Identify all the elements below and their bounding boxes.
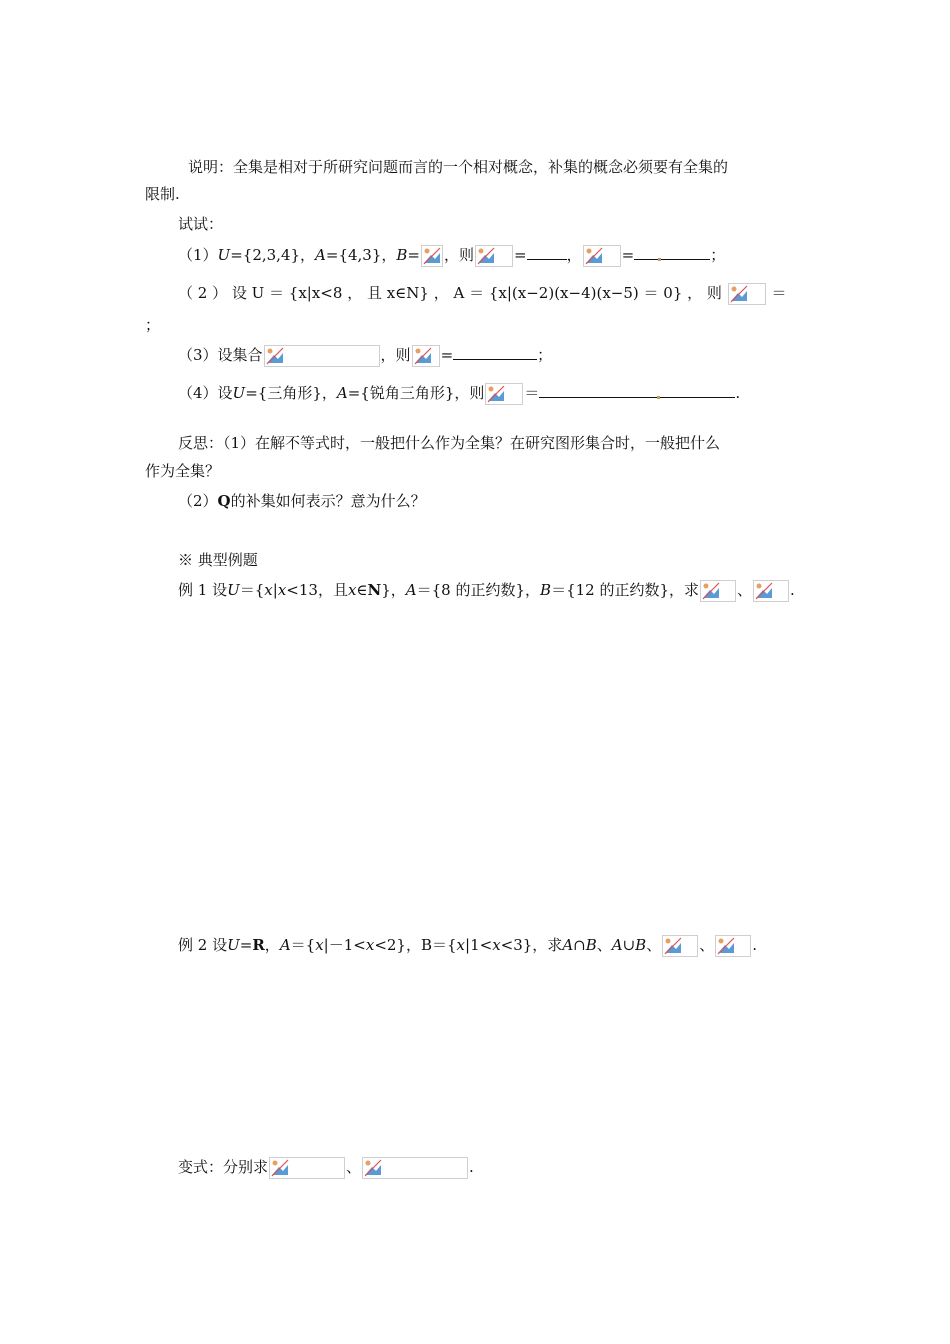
ex1-bar: | [272,581,278,599]
ex1-a: A [405,581,417,599]
q4-u: U [232,384,246,402]
variant-label: 变式：分别求 [178,1158,269,1176]
variant [178,1157,474,1179]
q3-then: ，则 [380,346,411,364]
ex1-end: . [790,581,795,599]
q1-a: A [315,246,326,264]
try-q1 [178,245,725,267]
ex2-sep2: 、 [646,936,662,954]
ex2-cond2: |1< [465,936,493,954]
q3-label: （3）设集合 [178,346,263,364]
q2-end: ； [145,316,161,334]
q1-eq3: = [621,246,635,264]
note-line-1: 说明：全集是相对于所研究问题而言的一个相对概念，补集的概念必须要有全集的 [188,158,729,176]
ex2-cond1: |－1< [323,936,366,954]
examples-heading: ※ 典型例题 [178,551,258,569]
reflect-line-2: 作为全集？ [145,462,221,480]
try-q3 [178,345,552,367]
example-2 [178,935,757,957]
try-heading: 试试： [178,215,224,233]
ex2-x4: x [492,936,501,954]
ex1-sep: 、 [737,581,753,599]
broken-image-icon [421,245,443,267]
broken-image-icon [700,580,736,602]
reflect-q2-label: （2） [178,492,218,510]
q4-label: （4）设 [178,384,233,402]
broken-image-icon [662,935,698,957]
ex2-b-open: <2}，B＝{ [374,936,457,954]
ex1-close: }， [381,581,406,599]
q1-eq2: = [514,246,527,264]
ex2-x2: x [365,936,375,954]
ex2-r: R [252,936,265,954]
note-line-2: 限制. [145,185,180,203]
ex1-u: U [227,581,240,599]
q1-u: U [217,246,231,264]
ex2-x3: x [456,936,466,954]
ex2-a-open: ＝{ [290,936,316,954]
broken-image-icon [362,1157,468,1179]
ex1-a-set: ＝{8 的正约数}， [416,581,541,599]
q2-text: （ 2 ） 设 U ＝ {x|x<8 ， 且 x∈N} ， A ＝ {x|(x−2)(x−4)(x−5) ＝ 0} ， 则 [178,284,722,302]
ex1-x: x [264,581,273,599]
q4-a-set: ={锐角三角形}，则 [347,384,485,402]
ex1-x2: x [277,581,287,599]
q1-then: ，则 [444,246,475,264]
q3-eq: = [440,346,454,364]
ex2-a: A [279,936,291,954]
ex1-n: N [367,581,382,599]
answer-blank[interactable] [527,245,567,260]
q4-eq: ＝ [524,384,540,402]
ex2-label: 例 2 设 [178,936,228,954]
broken-image-icon [728,283,766,305]
broken-image-icon [485,383,523,405]
ex2-end: . [752,936,758,954]
q1-comma: ， [566,246,582,264]
ex1-b-set: ＝{12 的正约数}，求 [551,581,700,599]
q1-b: B [396,246,408,264]
try-q4 [178,383,740,405]
ex1-in: ∈ [356,581,368,599]
ex1-label: 例 1 设 [178,581,228,599]
ex2-x: x [315,936,324,954]
q1-end: ； [710,246,726,264]
q4-u-set: ={三角形}， [245,384,337,402]
ex1-x3: x [347,581,357,599]
ex2-intersect: A∩B [562,936,597,954]
ex2-sep3: 、 [699,936,715,954]
broken-image-icon [715,935,751,957]
ex2-eq: = [239,936,253,954]
variant-sep: 、 [346,1158,362,1176]
ex1-eq: ＝{ [239,581,265,599]
q1-label: （1） [178,246,218,264]
broken-image-icon [475,245,513,267]
ex2-union: A∪B [611,936,647,954]
ex2-u: U [227,936,240,954]
broken-image-icon [583,245,621,267]
try-q2 [178,283,786,305]
broken-image-icon [412,345,440,367]
variant-end: . [469,1158,474,1176]
broken-image-icon [753,580,789,602]
q3-end: ； [537,346,553,364]
reflect-line-1: 反思：（1）在解不等式时，一般把什么作为全集？在研究图形集合时，一般把什么 [178,434,721,452]
q2-eq: ＝ [771,284,787,302]
ex2-ask: <3}，求 [500,936,563,954]
reflect-q2-text: 的补集如何表示？意为什么？ [230,492,426,510]
answer-blank[interactable] [634,245,710,260]
q1-u-set: ={2,3,4}， [230,246,316,264]
ex2-comma: ， [264,936,280,954]
answer-blank[interactable] [453,345,537,360]
ex1-b: B [540,581,552,599]
reflect-q-symbol: Q [217,492,231,510]
q1-a-set: ={4,3}， [325,246,397,264]
q4-end: . [735,384,741,402]
ex2-sep1: 、 [596,936,612,954]
ex1-lt: <13，且 [286,581,348,599]
broken-image-icon [264,345,380,367]
q4-a: A [336,384,348,402]
example-1 [178,580,795,602]
q1-eq: = [407,246,420,264]
answer-blank[interactable] [539,383,735,398]
reflect-line-3 [178,491,426,511]
broken-image-icon [269,1157,345,1179]
